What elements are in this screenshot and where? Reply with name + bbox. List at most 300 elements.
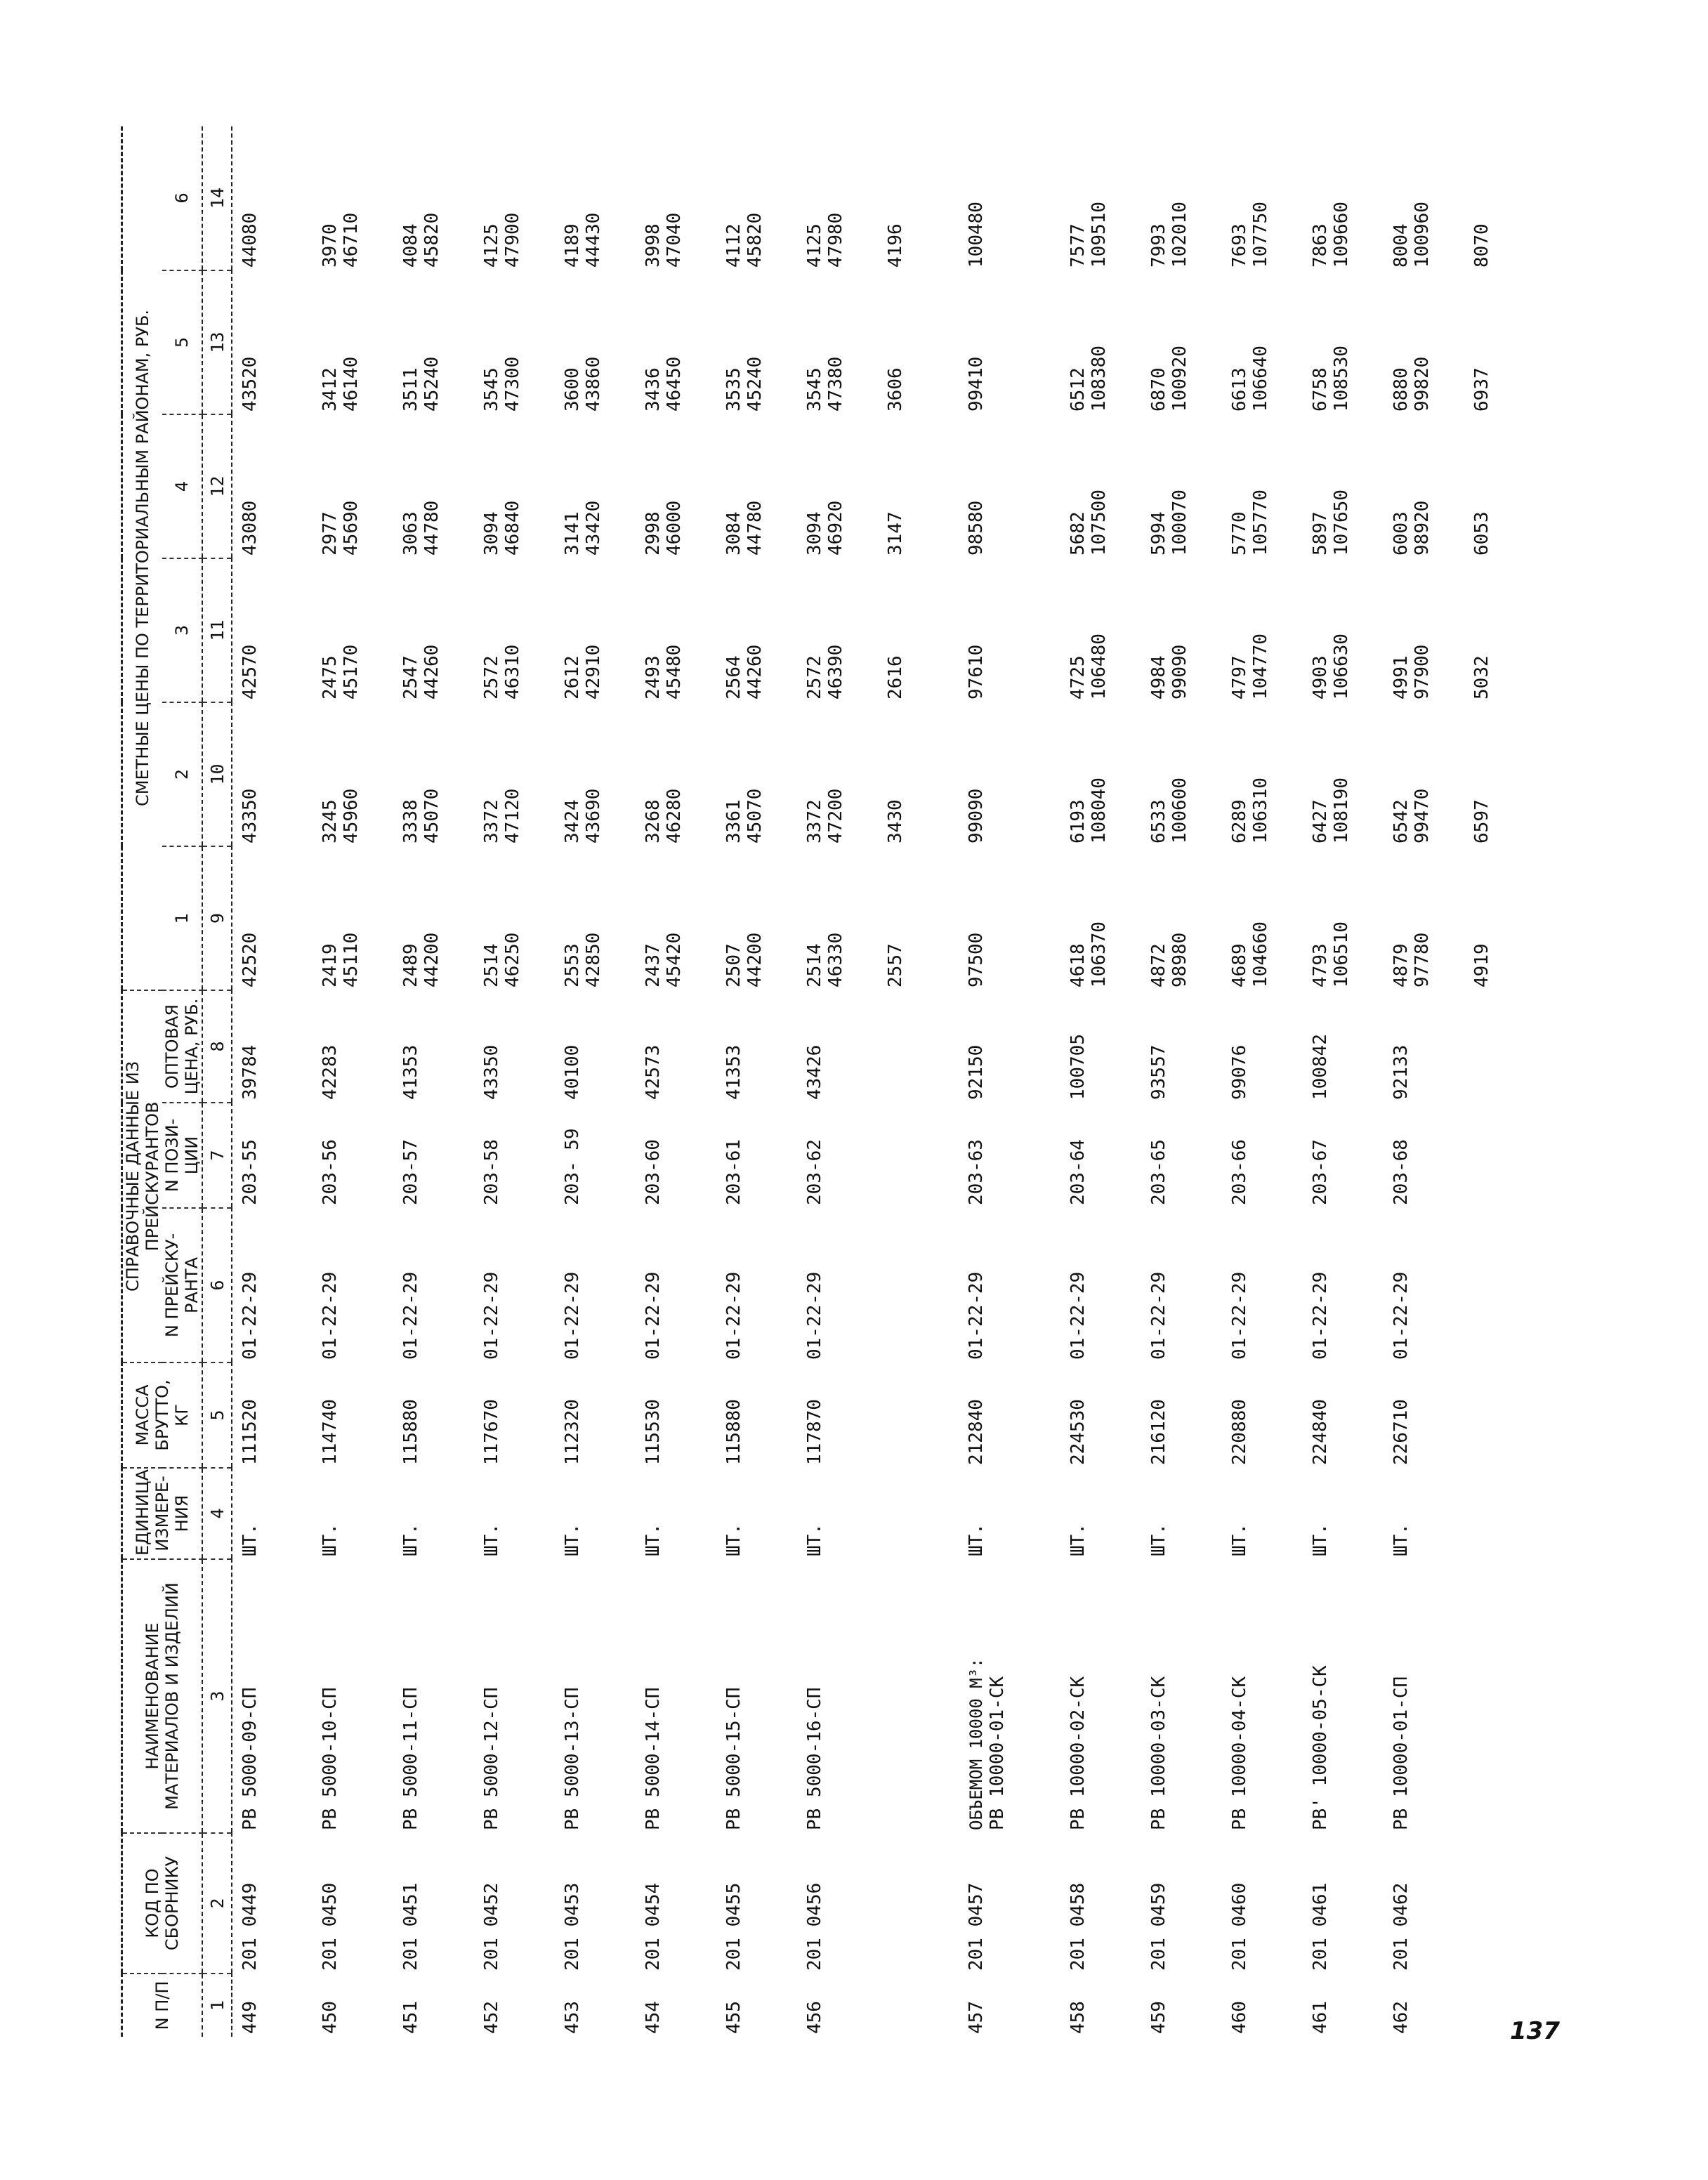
region-estimate-price: 6937 [1471, 367, 1492, 412]
region-estimate-price: 43420 [583, 500, 604, 556]
row-number: 451 [400, 2001, 421, 2034]
row-unit: ШТ. [1229, 1523, 1250, 1556]
row-region-price-2 [1464, 702, 1545, 846]
row-mass: 115880 [400, 1399, 421, 1465]
region-transport-cost: 3094 [481, 511, 502, 556]
row-region-price-1 [1464, 846, 1545, 990]
region-estimate-price: 46250 [502, 932, 523, 987]
row-region-price-6 [313, 126, 393, 270]
row-position: 203-60 [643, 1139, 664, 1205]
row-name [1060, 1559, 1141, 1833]
row-mass: 216120 [1148, 1399, 1169, 1465]
region-transport-cost: 5897 [1310, 511, 1331, 556]
region-estimate-price: 44260 [421, 644, 442, 700]
rotated-page [121, 126, 1575, 2037]
header-regions-group: СМЕТНЫЕ ЦЕНЫ ПО ТЕРРИТОРИАЛЬНЫМ РАЙОНАМ, РУБ. [122, 126, 163, 990]
row-number: 450 [320, 2001, 341, 2034]
row-pricelist [878, 1208, 959, 1362]
region-estimate-price: 99470 [1412, 788, 1433, 843]
header-region-1: 1 [162, 846, 202, 990]
table-row [1222, 126, 1303, 2037]
region-transport-cost: 3141 [562, 511, 583, 556]
row-region-price-5 [1303, 270, 1384, 414]
row-region-price-6 [1060, 126, 1141, 270]
row-region-price-6 [1464, 126, 1545, 270]
region-estimate-price: 107500 [1089, 490, 1110, 556]
header-unit: ЕДИНИЦА ИЗМЕРЕ- НИЯ [122, 1468, 203, 1559]
row-name-text: РВ 5000-09-СП [239, 1687, 261, 1830]
row-number: 454 [643, 2001, 664, 2034]
row-wholesale-price: 41353 [723, 1044, 744, 1100]
region-estimate-price: 46310 [502, 644, 523, 700]
region-transport-cost: 3535 [723, 367, 744, 412]
row-region-price-1 [555, 846, 636, 990]
row-region-price-5 [555, 270, 636, 414]
row-position [1464, 1103, 1545, 1208]
row-name [716, 1559, 797, 1833]
row-unit: ШТ. [1310, 1523, 1331, 1556]
region-estimate-price: 45240 [744, 356, 766, 412]
row-region-price-2 [555, 702, 636, 846]
table-row [959, 126, 1060, 2037]
row-wholesale-price: 40100 [562, 1044, 583, 1100]
row-region-price-5 [797, 270, 878, 414]
header-name: НАИМЕНОВАНИЕ МАТЕРИАЛОВ И ИЗДЕЛИЙ [122, 1559, 203, 1833]
row-mass: 226710 [1391, 1399, 1412, 1465]
region-transport-cost: 6512 [1068, 367, 1089, 412]
region-transport-cost: 3600 [562, 367, 583, 412]
region-transport-cost: 3424 [562, 799, 583, 843]
region-transport-cost: 3998 [643, 223, 664, 268]
row-position: 203-68 [1391, 1139, 1412, 1205]
region-transport-cost: 2612 [562, 655, 583, 700]
region-estimate-price: 98980 [1169, 932, 1190, 987]
row-code: 201 0457 [966, 1882, 987, 1971]
region-estimate-price: 108040 [1089, 777, 1110, 843]
row-code: 201 0458 [1068, 1882, 1089, 1971]
row-unit [878, 1468, 959, 1559]
page-number: 137 [1510, 2017, 1560, 2045]
row-region-price-6 [1141, 126, 1222, 270]
row-code: 201 0461 [1310, 1882, 1331, 1971]
region-estimate-price: 46280 [664, 788, 685, 843]
region-transport-cost: 4689 [1229, 943, 1250, 987]
row-region-price-6 [1303, 126, 1384, 270]
row-mass: 212840 [966, 1399, 987, 1465]
region-transport-cost: 4879 [1391, 943, 1412, 987]
row-region-price-6 [878, 126, 959, 270]
region-transport-cost: 5770 [1229, 511, 1250, 556]
row-position: 203-64 [1068, 1139, 1089, 1205]
row-region-price-5 [1464, 270, 1545, 414]
row-name [313, 1559, 393, 1833]
header-code: КОД ПО СБОРНИКУ [122, 1833, 203, 1974]
row-name-text: РВ 5000-16-СП [804, 1687, 825, 1830]
row-mass: 224840 [1310, 1399, 1331, 1465]
region-estimate-price: 97500 [966, 932, 987, 987]
row-region-price-1 [313, 846, 393, 990]
row-number [878, 1974, 959, 2037]
column-number: 6 [202, 1208, 232, 1362]
region-transport-cost: 2564 [723, 655, 744, 700]
row-region-price-4 [232, 414, 313, 558]
row-region-price-4 [797, 414, 878, 558]
row-region-price-2 [1060, 702, 1141, 846]
region-estimate-price: 5032 [1471, 655, 1492, 700]
row-region-price-6 [959, 126, 1060, 270]
row-region-price-1 [636, 846, 716, 990]
row-mass: 117670 [481, 1399, 502, 1465]
region-estimate-price: 47040 [664, 212, 685, 268]
region-estimate-price: 3430 [885, 799, 906, 843]
row-code: 201 0456 [804, 1882, 825, 1971]
row-name-text: РВ 5000-10-СП [320, 1687, 341, 1830]
row-region-price-3 [959, 558, 1060, 702]
region-estimate-price: 42570 [239, 644, 261, 700]
row-region-price-2 [474, 702, 555, 846]
row-pricelist: 01-22-29 [1391, 1271, 1412, 1360]
row-name [797, 1559, 878, 1833]
region-transport-cost: 6533 [1148, 799, 1169, 843]
region-transport-cost: 6758 [1310, 367, 1331, 412]
row-number: 462 [1391, 2001, 1412, 2034]
row-region-price-3 [393, 558, 474, 702]
region-transport-cost: 4984 [1148, 655, 1169, 700]
region-estimate-price: 105770 [1250, 490, 1271, 556]
row-unit: ШТ. [1391, 1523, 1412, 1556]
row-code: 201 0451 [400, 1882, 421, 1971]
region-estimate-price: 108380 [1089, 346, 1110, 412]
row-position: 203-62 [804, 1139, 825, 1205]
row-unit: ШТ. [481, 1523, 502, 1556]
region-estimate-price: 106510 [1331, 921, 1352, 987]
row-position: 203-58 [481, 1139, 502, 1205]
region-transport-cost: 2507 [723, 943, 744, 987]
region-transport-cost: 4797 [1229, 655, 1250, 700]
region-estimate-price: 45110 [341, 932, 362, 987]
region-transport-cost: 2489 [400, 943, 421, 987]
row-position [878, 1103, 959, 1208]
region-estimate-price: 4196 [885, 223, 906, 268]
row-mass: 112320 [562, 1399, 583, 1465]
row-region-price-3 [313, 558, 393, 702]
row-region-price-5 [393, 270, 474, 414]
row-name-text: РВ 10000-01-СП [1391, 1676, 1412, 1830]
row-region-price-4 [716, 414, 797, 558]
region-transport-cost: 5994 [1148, 511, 1169, 556]
row-region-price-5 [1384, 270, 1464, 414]
row-region-price-1 [797, 846, 878, 990]
row-region-price-3 [232, 558, 313, 702]
row-unit: ШТ. [562, 1523, 583, 1556]
region-estimate-price: 43690 [583, 788, 604, 843]
row-region-price-1 [1303, 846, 1384, 990]
row-region-price-4 [878, 414, 959, 558]
row-name-text: РВ 5000-11-СП [400, 1687, 421, 1830]
row-region-price-2 [393, 702, 474, 846]
row-region-price-6 [1384, 126, 1464, 270]
region-estimate-price: 107750 [1250, 202, 1271, 268]
region-transport-cost: 4793 [1310, 943, 1331, 987]
column-number: 2 [202, 1833, 232, 1974]
region-transport-cost: 3545 [804, 367, 825, 412]
row-mass: 114740 [320, 1399, 341, 1465]
region-transport-cost: 3372 [804, 799, 825, 843]
region-estimate-price: 106480 [1089, 633, 1110, 700]
column-number: 9 [202, 846, 232, 990]
row-name-text: РВ 5000-15-СП [723, 1687, 744, 1830]
row-pricelist: 01-22-29 [481, 1271, 502, 1360]
region-transport-cost: 3372 [481, 799, 502, 843]
region-estimate-price: 45480 [664, 644, 685, 700]
row-wholesale-price: 43350 [481, 1044, 502, 1100]
row-pricelist: 01-22-29 [239, 1271, 261, 1360]
header-region-5: 5 [162, 270, 202, 414]
region-transport-cost: 2514 [804, 943, 825, 987]
column-number: 5 [202, 1362, 232, 1468]
row-section-label: ОБЪЕМОМ 10000 М³: [966, 1657, 986, 1830]
row-region-price-3 [1303, 558, 1384, 702]
region-estimate-price: 44080 [239, 212, 261, 268]
row-region-price-5 [1060, 270, 1141, 414]
row-region-price-2 [878, 702, 959, 846]
row-wholesale-price: 42573 [643, 1044, 664, 1100]
row-region-price-6 [474, 126, 555, 270]
row-name-text: РВ 5000-13-СП [562, 1687, 583, 1830]
row-region-price-4 [1060, 414, 1141, 558]
region-transport-cost: 3545 [481, 367, 502, 412]
region-transport-cost: 4189 [562, 223, 583, 268]
row-region-price-2 [716, 702, 797, 846]
row-region-price-4 [313, 414, 393, 558]
row-region-price-4 [1303, 414, 1384, 558]
row-wholesale-price: 41353 [400, 1044, 421, 1100]
region-transport-cost: 3268 [643, 799, 664, 843]
row-wholesale-price: 39784 [239, 1044, 261, 1100]
region-estimate-price: 43860 [583, 356, 604, 412]
table-row [797, 126, 878, 2037]
region-estimate-price: 106370 [1089, 921, 1110, 987]
region-estimate-price: 43350 [239, 788, 261, 843]
region-transport-cost: 7863 [1310, 223, 1331, 268]
region-estimate-price: 47900 [502, 212, 523, 268]
row-pricelist: 01-22-29 [320, 1271, 341, 1360]
region-transport-cost: 2572 [481, 655, 502, 700]
row-region-price-3 [1141, 558, 1222, 702]
region-estimate-price: 44200 [421, 932, 442, 987]
row-name [232, 1559, 313, 1833]
region-estimate-price: 99090 [1169, 644, 1190, 700]
header-mass: МАССА БРУТТО, КГ [122, 1362, 203, 1468]
row-unit: ШТ. [400, 1523, 421, 1556]
row-position: 203-67 [1310, 1139, 1331, 1205]
row-region-price-5 [959, 270, 1060, 414]
row-wholesale-price: 43426 [804, 1044, 825, 1100]
table-row [878, 126, 959, 2037]
region-transport-cost: 6193 [1068, 799, 1089, 843]
region-transport-cost: 6542 [1391, 799, 1412, 843]
row-region-price-3 [555, 558, 636, 702]
region-transport-cost: 2475 [320, 655, 341, 700]
row-pricelist: 01-22-29 [562, 1271, 583, 1360]
region-estimate-price: 46840 [502, 500, 523, 556]
row-number: 452 [481, 2001, 502, 2034]
row-wholesale-price: 92150 [966, 1044, 987, 1100]
row-region-price-5 [232, 270, 313, 414]
region-transport-cost: 3970 [320, 223, 341, 268]
row-name [1141, 1559, 1222, 1833]
region-estimate-price: 43520 [239, 356, 261, 412]
region-transport-cost: 4125 [481, 223, 502, 268]
row-region-price-3 [474, 558, 555, 702]
column-number: 13 [202, 270, 232, 414]
region-transport-cost: 3361 [723, 799, 744, 843]
table-row [716, 126, 797, 2037]
region-transport-cost: 4725 [1068, 655, 1089, 700]
row-wholesale-price: 100705 [1068, 1034, 1089, 1100]
row-mass: 117870 [804, 1399, 825, 1465]
region-estimate-price: 46390 [825, 644, 846, 700]
row-name [1464, 1559, 1545, 1833]
row-region-price-2 [959, 702, 1060, 846]
row-pricelist [1464, 1208, 1545, 1362]
row-region-price-2 [1303, 702, 1384, 846]
row-region-price-6 [797, 126, 878, 270]
region-transport-cost: 3511 [400, 367, 421, 412]
region-estimate-price: 46330 [825, 932, 846, 987]
region-estimate-price: 3606 [885, 367, 906, 412]
region-estimate-price: 104770 [1250, 633, 1271, 700]
region-transport-cost: 3436 [643, 367, 664, 412]
row-code: 201 0460 [1229, 1882, 1250, 1971]
row-region-price-5 [878, 270, 959, 414]
row-region-price-3 [1384, 558, 1464, 702]
row-mass: 224530 [1068, 1399, 1089, 1465]
table-row [1060, 126, 1141, 2037]
table-row [232, 126, 313, 2037]
row-region-price-4 [474, 414, 555, 558]
row-position: 203-61 [723, 1139, 744, 1205]
region-estimate-price: 45960 [341, 788, 362, 843]
region-estimate-price: 108530 [1331, 346, 1352, 412]
region-transport-cost: 2437 [643, 943, 664, 987]
row-unit: ШТ. [643, 1523, 664, 1556]
region-estimate-price: 44260 [744, 644, 766, 700]
header-position: N ПОЗИ- ЦИИ [162, 1103, 202, 1208]
row-region-price-4 [636, 414, 716, 558]
row-code [1464, 1833, 1545, 1974]
row-mass [878, 1362, 959, 1468]
region-estimate-price: 100480 [966, 202, 987, 268]
region-estimate-price: 47200 [825, 788, 846, 843]
region-estimate-price: 3147 [885, 511, 906, 556]
row-region-price-1 [1141, 846, 1222, 990]
region-estimate-price: 47120 [502, 788, 523, 843]
row-region-price-2 [232, 702, 313, 846]
region-estimate-price: 44780 [744, 500, 766, 556]
region-estimate-price: 42520 [239, 932, 261, 987]
column-number: 3 [202, 1559, 232, 1833]
region-estimate-price: 100920 [1169, 346, 1190, 412]
row-code: 201 0459 [1148, 1882, 1169, 1971]
row-mass: 220880 [1229, 1399, 1250, 1465]
row-region-price-3 [797, 558, 878, 702]
region-estimate-price: 43080 [239, 500, 261, 556]
region-estimate-price: 98920 [1412, 500, 1433, 556]
price-table [121, 126, 1545, 2037]
row-region-price-4 [1141, 414, 1222, 558]
row-position: 203-55 [239, 1139, 261, 1205]
row-mass: 111520 [239, 1399, 261, 1465]
region-estimate-price: 98580 [966, 500, 987, 556]
table-row [1384, 126, 1464, 2037]
row-mass: 115530 [643, 1399, 664, 1465]
region-transport-cost: 7693 [1229, 223, 1250, 268]
column-number: 8 [202, 990, 232, 1103]
column-number: 14 [202, 126, 232, 270]
region-estimate-price: 109510 [1089, 202, 1110, 268]
row-name-text: РВ 10000-01-СК [987, 1676, 1008, 1830]
region-estimate-price: 2616 [885, 655, 906, 700]
row-pricelist: 01-22-29 [1229, 1271, 1250, 1360]
row-unit [1464, 1468, 1545, 1559]
row-pricelist: 01-22-29 [723, 1271, 744, 1360]
row-region-price-5 [474, 270, 555, 414]
table-row [313, 126, 393, 2037]
row-region-price-6 [716, 126, 797, 270]
region-estimate-price: 108190 [1331, 777, 1352, 843]
header-pricelist: N ПРЕЙСКУ- РАНТА [162, 1208, 202, 1362]
row-region-price-1 [959, 846, 1060, 990]
region-transport-cost: 2977 [320, 511, 341, 556]
region-estimate-price: 106630 [1331, 633, 1352, 700]
region-estimate-price: 99090 [966, 788, 987, 843]
row-region-price-5 [1222, 270, 1303, 414]
row-name [959, 1559, 1060, 1833]
row-mass: 115880 [723, 1399, 744, 1465]
region-transport-cost: 6870 [1148, 367, 1169, 412]
row-name-text: РВ 10000-03-СК [1148, 1676, 1169, 1830]
column-number: 7 [202, 1103, 232, 1208]
row-code: 201 0449 [239, 1882, 261, 1971]
row-pricelist: 01-22-29 [1310, 1271, 1331, 1360]
region-estimate-price: 6053 [1471, 511, 1492, 556]
table-row [1464, 126, 1545, 2037]
region-transport-cost: 3094 [804, 511, 825, 556]
header-wholesale: ОПТОВАЯ ЦЕНА, РУБ. [162, 990, 202, 1103]
row-code [878, 1833, 959, 1974]
row-number: 459 [1148, 2001, 1169, 2034]
row-region-price-2 [1384, 702, 1464, 846]
region-estimate-price: 47980 [825, 212, 846, 268]
region-estimate-price: 44200 [744, 932, 766, 987]
row-pricelist: 01-22-29 [1148, 1271, 1169, 1360]
row-region-price-5 [1141, 270, 1222, 414]
region-estimate-price: 45420 [664, 932, 685, 987]
row-region-price-6 [1222, 126, 1303, 270]
row-name [555, 1559, 636, 1833]
region-transport-cost: 4991 [1391, 655, 1412, 700]
region-transport-cost: 3063 [400, 511, 421, 556]
row-region-price-3 [878, 558, 959, 702]
row-name [393, 1559, 474, 1833]
region-estimate-price: 44780 [421, 500, 442, 556]
row-region-price-6 [232, 126, 313, 270]
row-pricelist: 01-22-29 [1068, 1271, 1089, 1360]
region-estimate-price: 42910 [583, 644, 604, 700]
row-region-price-1 [878, 846, 959, 990]
region-estimate-price: 109660 [1331, 202, 1352, 268]
